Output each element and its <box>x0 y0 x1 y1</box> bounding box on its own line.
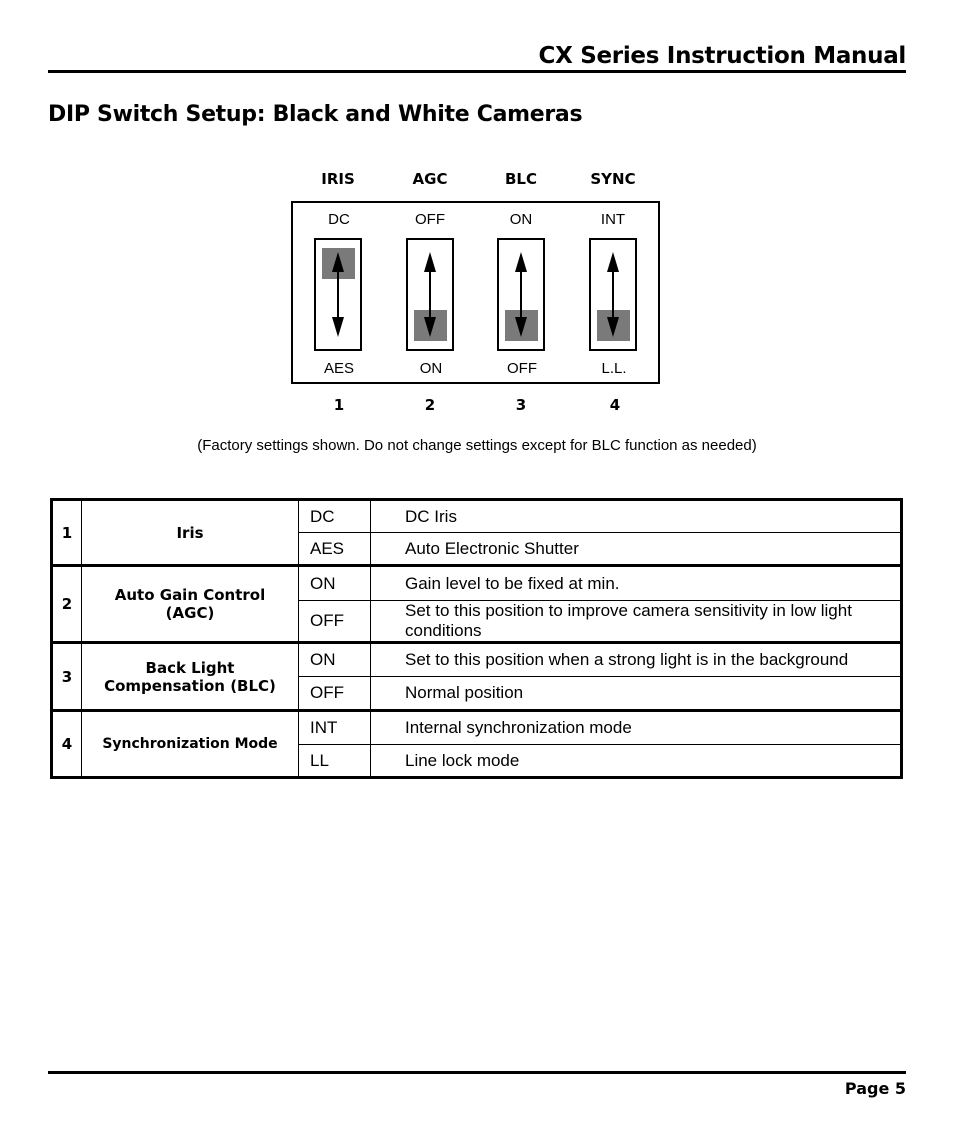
switch-3-number: 3 <box>515 396 527 414</box>
setting-value: ON <box>299 643 371 677</box>
setting-value: OFF <box>299 677 371 711</box>
switch-4-bottom-label: L.L. <box>601 360 627 377</box>
setting-value: INT <box>299 711 371 745</box>
setting-description: Set to this position to improve camera sensitivity in low light conditions <box>371 601 902 643</box>
table-row <box>52 500 902 533</box>
dip-switch-4 <box>589 238 637 351</box>
switch-4-number: 4 <box>609 396 621 414</box>
table-row <box>52 643 902 677</box>
setting-description: Line lock mode <box>371 745 902 778</box>
setting-value: ON <box>299 566 371 601</box>
switch-header-sync: SYNC <box>590 170 636 188</box>
switch-2-top-label: OFF <box>415 211 445 228</box>
section-title: DIP Switch Setup: Black and White Cameras <box>48 102 583 127</box>
table-row <box>52 711 902 745</box>
setting-description: DC Iris <box>371 500 902 533</box>
setting-description: Normal position <box>371 677 902 711</box>
table-row <box>52 566 902 601</box>
double-arrow-icon <box>591 240 635 349</box>
dip-switch-3 <box>497 238 545 351</box>
setting-value: OFF <box>299 601 371 643</box>
manual-title: CX Series Instruction Manual <box>538 43 906 69</box>
group-number: 3 <box>52 643 82 711</box>
setting-value: AES <box>299 533 371 566</box>
dip-switch-2 <box>406 238 454 351</box>
switch-2-number: 2 <box>424 396 436 414</box>
group-number: 2 <box>52 566 82 643</box>
switch-4-top-label: INT <box>600 211 626 228</box>
footer-rule <box>48 1071 906 1074</box>
switch-1-top-label: DC <box>328 211 350 228</box>
setting-description: Gain level to be fixed at min. <box>371 566 902 601</box>
switch-1-bottom-label: AES <box>323 360 354 377</box>
group-name: Synchronization Mode <box>82 711 299 778</box>
page-number: Page 5 <box>844 1079 906 1098</box>
double-arrow-icon <box>408 240 452 349</box>
group-number: 4 <box>52 711 82 778</box>
switch-3-bottom-label: OFF <box>507 360 537 377</box>
switch-header-iris: IRIS <box>321 170 355 188</box>
group-number: 1 <box>52 500 82 566</box>
setting-description: Internal synchronization mode <box>371 711 902 745</box>
header-rule <box>48 70 906 73</box>
group-name: Back Light Compensation (BLC) <box>82 643 299 711</box>
group-name: Auto Gain Control (AGC) <box>82 566 299 643</box>
setting-value: DC <box>299 500 371 533</box>
switch-2-bottom-label: ON <box>419 360 443 377</box>
double-arrow-icon <box>316 240 360 349</box>
switch-1-number: 1 <box>333 396 345 414</box>
setting-description: Set to this position when a strong light is in the background <box>371 643 902 677</box>
dip-settings-table <box>50 498 903 779</box>
switch-header-agc: AGC <box>412 170 448 188</box>
double-arrow-icon <box>499 240 543 349</box>
group-name: Iris <box>82 500 299 566</box>
setting-value: LL <box>299 745 371 778</box>
switch-header-blc: BLC <box>505 170 537 188</box>
dip-switch-1 <box>314 238 362 351</box>
setting-description: Auto Electronic Shutter <box>371 533 902 566</box>
switch-3-top-label: ON <box>509 211 533 228</box>
factory-settings-note: (Factory settings shown. Do not change settings except for BLC function as needed) <box>197 437 757 454</box>
